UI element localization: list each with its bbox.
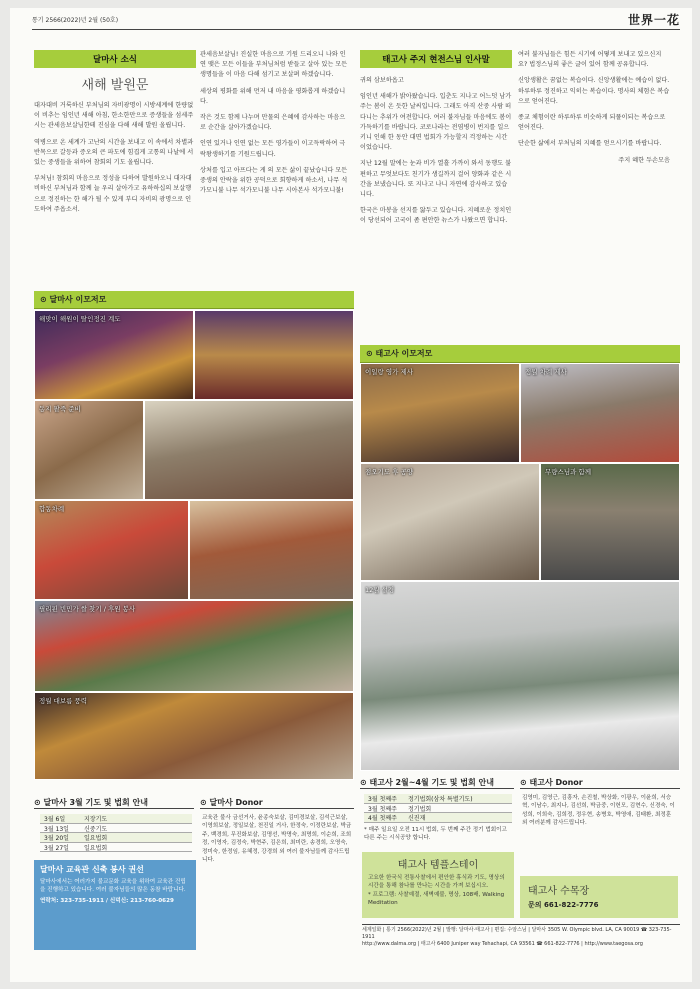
dharma-photo-grid [34,310,354,780]
article-paragraph: 여러 불자님들은 힘든 시기에 어떻게 보내고 있으신지요? 법정스님의 좋은 글이 있어 함께 공유합니다. [518,51,662,69]
article-paragraph: 신앙생활은 꿈없는 복습이다. 신앙생활에는 예습이 없다. 하루하루 정진하고 익히는 복습이다. 명사의 체험은 복습으로 얻어진다. [518,77,670,105]
section-marker-icon: ⊙ [40,295,50,304]
taegosa-schedule-table [364,794,512,823]
memorial-forest-title: 태고사 수목장 [528,886,590,897]
photo: 무량스님과 함께 [540,463,680,581]
photo: 정월 대보름 풍력 [34,692,354,780]
article-paragraph: 인연 있거나 인연 없는 모든 영가들이 이고득락하여 극락왕생하기를 기원드립니다. [200,140,346,158]
table-row: 3월 6일 지장기도 [40,814,192,824]
templestay-program: * 프로그램: 사찰예절, 새벽예불, 명상, 108배, Walking Meditation [368,891,505,907]
article-paragraph: 부처님! 참회의 마음으로 정성을 다하여 발원하오니 대자대비하신 부처님과 함께 늘 우리 살아가고 유하하십의 보살행으로 정진하는 한 해가 될 수 있게 부디 자비의 광명으로 인도하여 주옵소서. [34,175,192,213]
article-paragraph: 작은 것도 함께 나누며 만물의 은혜에 감사하는 마음으로 순간을 살아가겠습니다. [200,114,346,132]
article-paragraph: 단순한 삶에서 부처님의 지혜를 얻으시기를 바랍니다. [518,140,662,148]
article-paragraph: 세상의 평화를 위해 먼저 내 마음을 평화롭게 하겠습니다. [200,87,346,105]
photo: 필리핀 빈민가 쌀 찾기 / 후원 봉사 [34,600,354,692]
table-row: 3월 27일 일요법회 [40,843,192,853]
table-row: 3월 20일 일요법회 [40,833,192,843]
dharma-donor-title: ⊙ 달마사 Donor [200,797,354,809]
article-paragraph: 임인년 새해가 밝아왔습니다. 입춘도 지나고 어느덧 남가주는 봄이 온 듯한 날씨입니다. 그래도 아직 산중 사람 떠다니는 추위가 여전합니다. 여러 불자님들 마음에도 봄이 가득하기를 바랍니다. 코로나라는 전염병이 번지를 일으키니 인해 한 동안 대면 법회가 가능할지 걱정하는 시간이었습니다. [360,93,512,152]
table-row: 3월 첫째주 정기법회 [364,804,512,814]
photo: 점오기도 후 공양 [360,463,540,581]
article-paragraph: 지난 12월 말에는 눈과 비가 열흘 가까이 와서 동행도 불편하고 무엇보다도 친기가 생길까지 걸어 양화과 같은 시간을 보냈습니다. 또 지나고 나니 자연에 감사하고 있습니다. [360,160,512,199]
taegosa-message-column-left [360,50,512,227]
table-row: 3월 13일 신중기도 [40,824,192,834]
templestay-title: 태고사 템플스테이 [397,860,479,871]
photo: 12월 설경 [360,581,680,771]
dharma-photos-title: ⊙ 달마사 이모저모 [34,291,354,309]
article-paragraph: 한국은 마봉을 선지를 앓두고 있습니다. 지혜로운 정치인이 당선되어 고국이 좀 편안한 뉴스가 나왔으면 합니다. [360,207,512,225]
taegosa-photos-title: ⊙ 태고사 이모저모 [360,345,680,363]
dharma-news-title: 달마사 소식 [34,50,196,68]
issue-info: 통기 2566(2022)년 2월 (50호) [32,17,119,24]
education-fund-contact: 연락처: 323-735-1911 / 신덕신: 213-760-0629 [40,897,174,904]
templestay-text: 고요한 한국식 전통사찰에서 편안한 휴식과 기도, 명상의 시간을 통해 참나를 만나는 시간을 가져 보십시오. [368,875,505,890]
templestay-box [362,852,514,918]
photo [189,500,354,600]
section-marker-icon: ⊙ [366,349,376,358]
photo [144,400,354,500]
memorial-forest-box [520,876,678,918]
taegosa-schedule-title: ⊙ 태고사 2월~4월 기도 및 법회 안내 [360,777,514,789]
photo: 이일랑 영가 제사 [360,363,520,463]
section-marker-icon: ⊙ [34,798,44,807]
dharma-schedule-title: ⊙ 달마사 3월 기도 및 법회 안내 [34,797,194,809]
section-marker-icon: ⊙ [360,778,370,787]
education-fund-title: 달마사 교육관 신축 봉사 권선 [40,865,144,874]
footer-line: 세계일화 | 통기 2566(2022)년 2월 | 발행: 달마사·태고사 | 편집: 수암스님 | 달마사 3505 W. Olympic blvd. LA, CA 90019 ☎ 323-735-1911 [362,927,672,940]
page-header [32,8,680,30]
taegosa-donor-title: ⊙ 태고사 Donor [520,777,680,789]
article-paragraph: 대자대비 거룩하신 부처님의 자비광명이 시방세계에 한량없이 비추는 임인년 새해 아침, 한소한만으로 증생들을 섬세주시는 관세음보살님한테 진심을 다해 새해 발원 올립니다. [34,102,194,130]
table-row: 3월 첫째주 정기법회(삼차 특별기도) [364,794,512,804]
article-paragraph: 관세음보살님! 진실한 마음으로 기원 드리오니 나와 인연 맺은 모든 이들을 부처님처럼 받들고 살아 있는 모든 생명들을 이 마음 다해 섬기고 보살펴 하겠습니다. [200,51,348,79]
photo [194,310,354,400]
section-marker-icon: ⊙ [520,778,530,787]
article-paragraph: 역병으로 온 세계가 고난의 시간을 보내고 이 속에서 차별과 반목으로 갈등과 증오의 큰 파도에 힘겹게 고통의 나날에 서 있는 중생들을 위하여 참회의 기도 올립니다. [34,138,194,167]
photo: 합동차례 [34,500,189,600]
taegosa-photo-grid [360,363,680,773]
education-fund-text: 달마사에서는 여러가지 불교문화 교육을 위하여 교육관 건립을 진행하고 있습니다. 여러 불자님들의 많은 동참 바랍니다. [40,879,186,894]
taegosa-donor-list: 김영미, 김영근, 김흥자, 손진철, 박상화, 이광우, 이윤희, 서승혁, 이남수, 최지나, 김선희, 박금중, 이헌모, 김현수, 신경숙, 이성희, 이희숙, 김희정, 정우현, 송병호, 박영애, 김태환, 최정훈 외 여러분께 감사드립니다. [522,795,675,827]
photo: 해맞이 해원이 탈인정진 계도 [34,310,194,400]
education-fund-box [34,860,196,950]
article-paragraph: 종교 체험이란 하루하루 비슷하게 되풀이되는 복습으로 얻어진다. [518,114,666,132]
footer-line: http://www.dalma.org | 태고사 6400 Juniper way Tehachapi, CA 93561 ☎ 661-822-7776 | http://www.taegosa.org [362,941,643,947]
signature: 주지 혜한 두손모음 [618,156,670,164]
article-paragraph: 상처를 입고 아프다는 게 의 모든 삶이 끝났습니다 모든 중생의 안락을 위한 공덕으로 회향하게 하소서, 나무 석가모니불 나무 석가모니불 나무 시아본사 석가모니불! [200,166,348,195]
taegosa-message-title: 태고사 주지 현전스님 인사말 [360,50,512,68]
article-paragraph: 귀의 삼보하옵고 [360,77,404,84]
page-footer [362,924,680,948]
newsletter-page [10,8,692,982]
table-row: 4월 첫째주 신진재 [364,813,512,823]
schedule-note: * 매주 일요일 오전 11시 법회, 두 번째 주간 정기 법회이고 다른 주는 시식공양 합니다. [364,827,507,842]
photo: 정월 차례 제사 [520,363,680,463]
dharma-schedule-table [40,814,192,852]
photo: 동지 팥죽 준비 [34,400,144,500]
memorial-forest-phone: 문의 661-822-7776 [528,901,599,909]
newsletter-logo: 世界一花 [627,13,680,27]
dharma-donor-list: 교육관 불사 금선거사, 윤종숙보살, 김미경보살, 김석근보살, 이영희보살, 정일보살, 천진일 거사, 한정숙, 이정란보살, 박금주, 백경희, 무진화보살, 김명선, 박명숙, 최명희, 이순희, 조희정, 이영자, 김정숙, 박현주, 김은희, 최미란, 송경희, 오영숙, 정미숙, 한정임, 유혜정, 강경희 외 여러 불자님들께 감사드립니다. [202,815,352,864]
dharma-news-column-left [34,50,196,215]
section-marker-icon: ⊙ [200,798,210,807]
dharma-news-column-right [200,50,350,196]
new-year-vow-heading: 새해 발원문 [81,78,149,93]
taegosa-message-column-right [518,50,670,166]
